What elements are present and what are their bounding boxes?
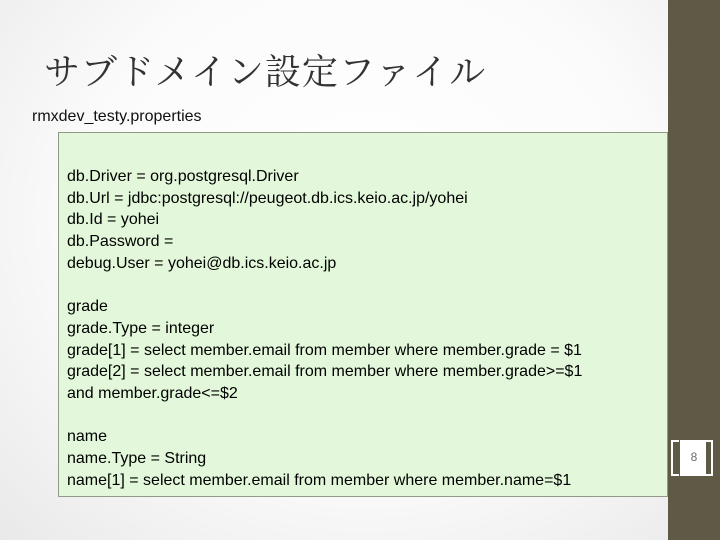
slide-title: サブドメイン設定ファイル (44, 52, 487, 93)
properties-filename: rmxdev_testy.properties (32, 108, 202, 125)
code-line: name (67, 428, 108, 446)
code-line: db.Password = (67, 233, 174, 251)
code-line: grade[2] = select member.email from member where member.grade>=$1 (67, 363, 583, 381)
code-line: and member.grade<=$2 (67, 384, 238, 402)
code-line: grade[1] = select member.email from member where member.grade = $1 (67, 341, 582, 359)
code-line: db.Id = yohei (67, 211, 160, 229)
page-number: 8 (690, 450, 698, 464)
code-line: grade (67, 298, 108, 316)
properties-code-box (58, 132, 668, 497)
code-lines (67, 166, 582, 491)
code-line: db.Driver = org.postgresql.Driver (67, 168, 299, 185)
code-line: name.Type = String (67, 449, 207, 467)
code-line (67, 405, 582, 427)
code-line (67, 274, 582, 296)
code-line: db.Url = jdbc:postgresql://peugeot.db.ics.keio.ac.jp/yohei (67, 189, 468, 207)
code-line: debug.User = yohei@db.ics.keio.ac.jp (67, 254, 337, 272)
page-number-badge (668, 440, 720, 480)
code-line: grade.Type = integer (67, 319, 215, 337)
code-line: name[1] = select member.email from member where member.name=$1 (67, 471, 572, 489)
